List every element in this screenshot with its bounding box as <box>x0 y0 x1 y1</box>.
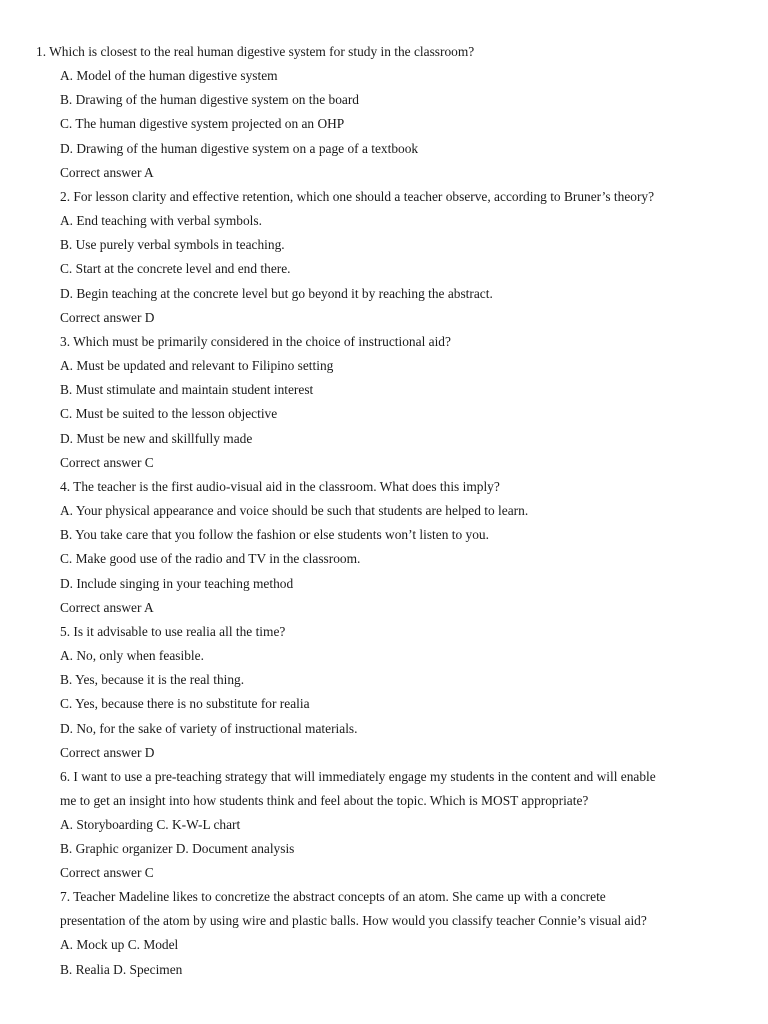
question-4-option-a: A. Your physical appearance and voice should be such that students are helped to learn. <box>60 503 529 518</box>
question-1-text: 1. Which is closest to the real human digestive system for study in the classroom? <box>36 44 475 59</box>
question-6-option-ac: A. Storyboarding C. K-W-L chart <box>60 817 241 832</box>
question-1-option-a: A. Model of the human digestive system <box>60 68 278 83</box>
question-5-text: 5. Is it advisable to use realia all the time? <box>60 624 286 639</box>
question-2-option-c: C. Start at the concrete level and end there. <box>60 261 291 276</box>
question-4-option-d: D. Include singing in your teaching method <box>60 576 294 591</box>
question-2-option-b: B. Use purely verbal symbols in teaching. <box>60 237 285 252</box>
question-7-option-bd: B. Realia D. Specimen <box>60 962 183 977</box>
question-6-option-bd: B. Graphic organizer D. Document analysis <box>60 841 295 856</box>
question-1-option-c: C. The human digestive system projected on an OHP <box>60 116 345 131</box>
question-2-option-a: A. End teaching with verbal symbols. <box>60 213 262 228</box>
question-5-option-a: A. No, only when feasible. <box>60 648 204 663</box>
question-4-option-c: C. Make good use of the radio and TV in the classroom. <box>60 551 361 566</box>
question-4-option-b: B. You take care that you follow the fashion or else students won’t listen to you. <box>60 527 489 542</box>
question-3-answer: Correct answer C <box>60 455 154 470</box>
question-2-text: 2. For lesson clarity and effective retention, which one should a teacher observe, according to Bruner’s theory? <box>60 189 655 204</box>
question-2-option-d: D. Begin teaching at the concrete level but go beyond it by reaching the abstract. <box>60 286 493 301</box>
question-5-answer: Correct answer D <box>60 745 155 760</box>
question-4-answer: Correct answer A <box>60 600 154 615</box>
question-5-option-d: D. No, for the sake of variety of instructional materials. <box>60 721 358 736</box>
question-1-option-d: D. Drawing of the human digestive system on a page of a textbook <box>60 141 419 156</box>
question-1-answer: Correct answer A <box>60 165 154 180</box>
question-3-option-c: C. Must be suited to the lesson objective <box>60 406 278 421</box>
question-1-option-b: B. Drawing of the human digestive system on the board <box>60 92 360 107</box>
question-5-option-c: C. Yes, because there is no substitute for realia <box>60 696 310 711</box>
question-7-text-line-2: presentation of the atom by using wire and plastic balls. How would you classify teacher Connie’s visual aid? <box>60 913 647 928</box>
question-3-option-a: A. Must be updated and relevant to Filipino setting <box>60 358 334 373</box>
question-7-option-ac: A. Mock up C. Model <box>60 937 179 952</box>
question-5-option-b: B. Yes, because it is the real thing. <box>60 672 245 687</box>
question-4-text: 4. The teacher is the first audio-visual aid in the classroom. What does this imply? <box>60 479 500 494</box>
question-3-text: 3. Which must be primarily considered in the choice of instructional aid? <box>60 334 451 349</box>
question-6-answer: Correct answer C <box>60 865 154 880</box>
question-6-text-line-1: 6. I want to use a pre-teaching strategy that will immediately engage my students in the content and will enable <box>60 769 656 784</box>
question-3-option-b: B. Must stimulate and maintain student interest <box>60 382 314 397</box>
question-6-text-line-2: me to get an insight into how students think and feel about the topic. Which is MOST appropriate? <box>60 793 589 808</box>
question-3-option-d: D. Must be new and skillfully made <box>60 431 253 446</box>
question-7-text-line-1: 7. Teacher Madeline likes to concretize the abstract concepts of an atom. She came up with a concrete <box>60 889 606 904</box>
question-2-answer: Correct answer D <box>60 310 155 325</box>
